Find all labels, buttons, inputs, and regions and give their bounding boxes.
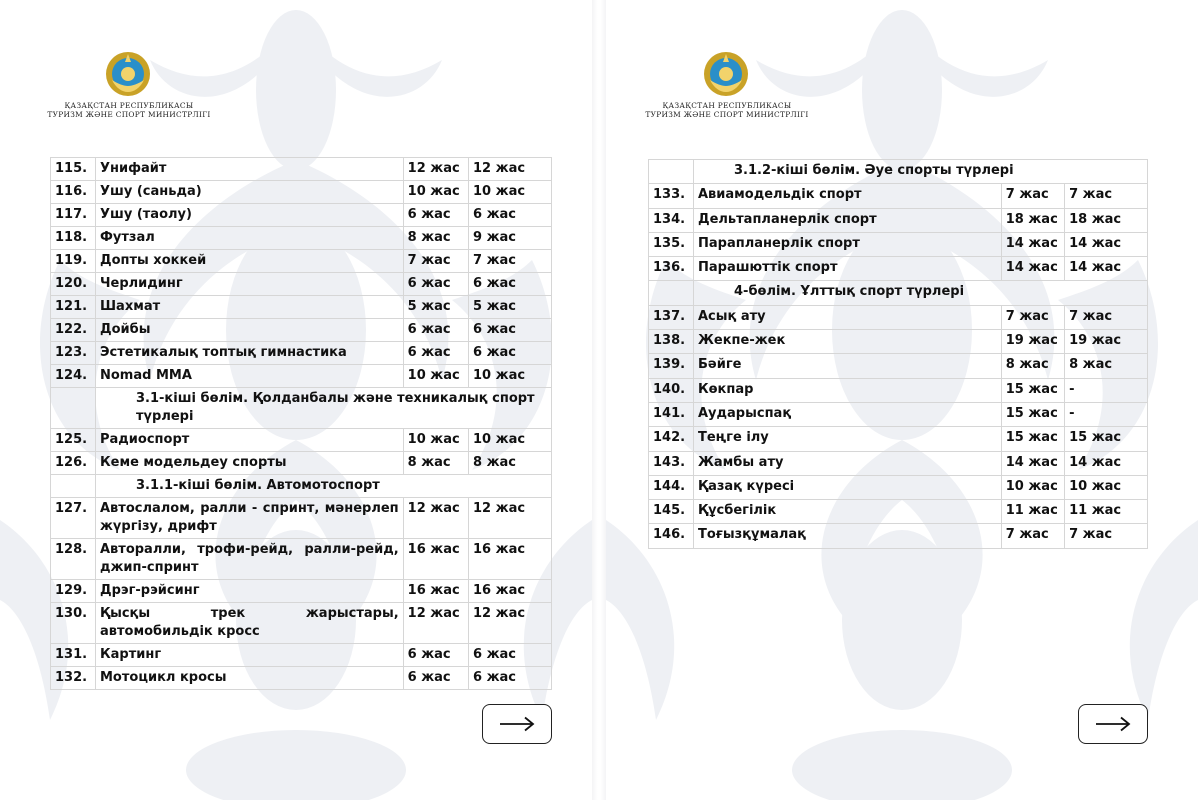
row-number: 129.	[51, 580, 96, 603]
table-row	[649, 378, 1148, 402]
row-number: 145.	[649, 500, 694, 524]
sport-name: Авторалли, трофи-рейд, ралли-рейд, джип-спринт	[96, 539, 404, 580]
empty-cell	[649, 160, 694, 184]
age-value: 16 жас	[403, 580, 468, 603]
age-value: 8 жас	[403, 452, 468, 475]
row-number: 123.	[51, 342, 96, 365]
table-row	[51, 539, 552, 580]
row-number: 131.	[51, 644, 96, 667]
sport-name: Авиамодельдік спорт	[694, 184, 1002, 208]
age-value: 10 жас	[403, 365, 468, 388]
age-value: 10 жас	[469, 365, 552, 388]
sport-name: Парашюттік спорт	[694, 257, 1002, 281]
age-value: 10 жас	[403, 181, 468, 204]
age-value: 12 жас	[469, 498, 552, 539]
age-value: 8 жас	[1001, 354, 1064, 378]
table-row	[51, 250, 552, 273]
age-value: 8 жас	[469, 452, 552, 475]
section-heading: 3.1-кіші бөлім. Қолданбалы және техникалық спорт түрлері	[96, 388, 552, 429]
sport-name: Унифайт	[96, 158, 404, 181]
age-value: 6 жас	[403, 644, 468, 667]
age-value: 11 жас	[1001, 500, 1064, 524]
table-row	[649, 475, 1148, 499]
sport-name: Ушу (саньда)	[96, 181, 404, 204]
age-value: 6 жас	[469, 342, 552, 365]
sport-name: Аударыспақ	[694, 402, 1002, 426]
row-number: 115.	[51, 158, 96, 181]
age-value: 7 жас	[1001, 524, 1064, 548]
sport-name: Дойбы	[96, 319, 404, 342]
age-value: 8 жас	[1065, 354, 1148, 378]
table-row	[649, 305, 1148, 329]
row-number: 143.	[649, 451, 694, 475]
row-number: 128.	[51, 539, 96, 580]
row-number: 138.	[649, 330, 694, 354]
age-value: 14 жас	[1065, 451, 1148, 475]
row-number: 144.	[649, 475, 694, 499]
sport-name: Эстетикалық топтық гимнастика	[96, 342, 404, 365]
sport-name: Кеме модельдеу спорты	[96, 452, 404, 475]
age-value: 7 жас	[469, 250, 552, 273]
age-value: 16 жас	[403, 539, 468, 580]
row-number: 142.	[649, 427, 694, 451]
row-number: 125.	[51, 429, 96, 452]
table-row	[51, 580, 552, 603]
age-value: 18 жас	[1001, 208, 1064, 232]
table-row	[51, 227, 552, 250]
sport-name: Құсбегілік	[694, 500, 1002, 524]
table-row	[649, 402, 1148, 426]
table-row	[51, 204, 552, 227]
age-value: 14 жас	[1065, 232, 1148, 256]
row-number: 126.	[51, 452, 96, 475]
table-row	[649, 500, 1148, 524]
age-value: 19 жас	[1065, 330, 1148, 354]
age-value: -	[1065, 402, 1148, 426]
age-value: 7 жас	[403, 250, 468, 273]
age-value: 6 жас	[469, 667, 552, 690]
age-value: 15 жас	[1001, 427, 1064, 451]
table-row	[649, 427, 1148, 451]
empty-cell	[51, 475, 96, 498]
table-row	[649, 232, 1148, 256]
age-value: 15 жас	[1065, 427, 1148, 451]
age-value: 19 жас	[1001, 330, 1064, 354]
ministry-line-2: ТУРИЗМ ЖӘНЕ СПОРТ МИНИСТРЛІГІ	[47, 110, 211, 119]
table-row	[51, 429, 552, 452]
age-value: 6 жас	[403, 319, 468, 342]
age-value: 6 жас	[469, 644, 552, 667]
sport-name: Бәйге	[694, 354, 1002, 378]
age-value: 6 жас	[469, 319, 552, 342]
sport-name: Парапланерлік спорт	[694, 232, 1002, 256]
row-number: 120.	[51, 273, 96, 296]
row-number: 137.	[649, 305, 694, 329]
table-row	[51, 603, 552, 644]
table-row	[51, 342, 552, 365]
table-row	[649, 524, 1148, 548]
table-row	[51, 181, 552, 204]
section-heading: 3.1.1-кіші бөлім. Автомотоспорт	[96, 475, 552, 498]
right-page	[606, 0, 1198, 800]
ministry-line-1: ҚАЗАҚСТАН РЕСПУБЛИКАСЫ	[64, 101, 194, 110]
row-number: 130.	[51, 603, 96, 644]
age-value: 7 жас	[1065, 184, 1148, 208]
row-number: 136.	[649, 257, 694, 281]
ministry-title	[642, 101, 812, 119]
ministry-title	[44, 101, 214, 119]
sport-name: Дельтапланерлік спорт	[694, 208, 1002, 232]
page-gutter	[592, 0, 606, 800]
row-number: 141.	[649, 402, 694, 426]
age-value: 10 жас	[469, 429, 552, 452]
age-value: 12 жас	[403, 603, 468, 644]
age-value: 10 жас	[1001, 475, 1064, 499]
sport-name: Автослалом, ралли - спринт, мәнерлеп жүргізу, дрифт	[96, 498, 404, 539]
age-value: 7 жас	[1001, 305, 1064, 329]
section-heading: 4-бөлім. Ұлттық спорт түрлері	[694, 281, 1148, 305]
age-value: 6 жас	[469, 273, 552, 296]
row-number: 135.	[649, 232, 694, 256]
age-value: 6 жас	[403, 273, 468, 296]
age-value: 18 жас	[1065, 208, 1148, 232]
next-page-button[interactable]	[482, 704, 552, 744]
sport-name: Мотоцикл кросы	[96, 667, 404, 690]
arrow-right-icon	[498, 716, 536, 732]
table-row	[51, 319, 552, 342]
row-number: 134.	[649, 208, 694, 232]
table-row	[51, 452, 552, 475]
sport-name: Жамбы ату	[694, 451, 1002, 475]
age-value: 10 жас	[1065, 475, 1148, 499]
ministry-line-1: ҚАЗАҚСТАН РЕСПУБЛИКАСЫ	[662, 101, 792, 110]
age-value: 6 жас	[403, 204, 468, 227]
empty-cell	[51, 388, 96, 429]
sport-name: Радиоспорт	[96, 429, 404, 452]
table-row	[51, 644, 552, 667]
sports-age-table	[648, 159, 1148, 549]
row-number: 118.	[51, 227, 96, 250]
age-value: 12 жас	[469, 158, 552, 181]
state-emblem-icon	[702, 50, 750, 98]
age-value: 9 жас	[469, 227, 552, 250]
age-value: 8 жас	[403, 227, 468, 250]
age-value: 6 жас	[403, 667, 468, 690]
sport-name: Допты хоккей	[96, 250, 404, 273]
ministry-line-2: ТУРИЗМ ЖӘНЕ СПОРТ МИНИСТРЛІГІ	[645, 110, 809, 119]
age-value: 5 жас	[469, 296, 552, 319]
age-value: 16 жас	[469, 580, 552, 603]
sport-name: Дрэг-рэйсинг	[96, 580, 404, 603]
section-heading-row	[51, 475, 552, 498]
age-value: 12 жас	[403, 498, 468, 539]
table-row	[51, 365, 552, 388]
table-row	[51, 158, 552, 181]
row-number: 117.	[51, 204, 96, 227]
table-row	[51, 667, 552, 690]
empty-cell	[649, 281, 694, 305]
table-row	[51, 296, 552, 319]
row-number: 139.	[649, 354, 694, 378]
age-value: 6 жас	[469, 204, 552, 227]
table-row	[649, 354, 1148, 378]
age-value: 6 жас	[403, 342, 468, 365]
age-value: 14 жас	[1001, 451, 1064, 475]
table-row	[649, 184, 1148, 208]
state-emblem-icon	[104, 50, 152, 98]
sport-name: Тоғызқұмалақ	[694, 524, 1002, 548]
row-number: 132.	[51, 667, 96, 690]
row-number: 116.	[51, 181, 96, 204]
row-number: 140.	[649, 378, 694, 402]
section-heading-row	[51, 388, 552, 429]
table-row	[51, 273, 552, 296]
age-value: 10 жас	[403, 429, 468, 452]
age-value: 14 жас	[1065, 257, 1148, 281]
table-row	[51, 498, 552, 539]
age-value: -	[1065, 378, 1148, 402]
age-value: 7 жас	[1001, 184, 1064, 208]
section-heading-row	[649, 160, 1148, 184]
row-number: 119.	[51, 250, 96, 273]
age-value: 12 жас	[403, 158, 468, 181]
sport-name: Қысқы трек жарыстары, автомобильдік кросс	[96, 603, 404, 644]
row-number: 127.	[51, 498, 96, 539]
sports-age-table	[50, 157, 552, 690]
age-value: 5 жас	[403, 296, 468, 319]
sport-name: Nomad MMA	[96, 365, 404, 388]
section-heading-row	[649, 281, 1148, 305]
sport-name: Шахмат	[96, 296, 404, 319]
sport-name: Жекпе-жек	[694, 330, 1002, 354]
sport-name: Картинг	[96, 644, 404, 667]
sport-name: Черлидинг	[96, 273, 404, 296]
age-value: 12 жас	[469, 603, 552, 644]
table-row	[649, 330, 1148, 354]
sport-name: Көкпар	[694, 378, 1002, 402]
row-number: 133.	[649, 184, 694, 208]
table-row	[649, 208, 1148, 232]
row-number: 146.	[649, 524, 694, 548]
age-value: 7 жас	[1065, 305, 1148, 329]
next-page-button[interactable]	[1078, 704, 1148, 744]
age-value: 14 жас	[1001, 232, 1064, 256]
age-value: 15 жас	[1001, 402, 1064, 426]
sport-name: Футзал	[96, 227, 404, 250]
sport-name: Ушу (таолу)	[96, 204, 404, 227]
sport-name: Асық ату	[694, 305, 1002, 329]
age-value: 15 жас	[1001, 378, 1064, 402]
row-number: 124.	[51, 365, 96, 388]
left-page	[0, 0, 592, 800]
table-row	[649, 451, 1148, 475]
table-row	[649, 257, 1148, 281]
age-value: 10 жас	[469, 181, 552, 204]
sport-name: Қазақ күресі	[694, 475, 1002, 499]
section-heading: 3.1.2-кіші бөлім. Әуе спорты түрлері	[694, 160, 1148, 184]
sport-name: Теңге ілу	[694, 427, 1002, 451]
age-value: 16 жас	[469, 539, 552, 580]
row-number: 121.	[51, 296, 96, 319]
row-number: 122.	[51, 319, 96, 342]
age-value: 11 жас	[1065, 500, 1148, 524]
age-value: 7 жас	[1065, 524, 1148, 548]
age-value: 14 жас	[1001, 257, 1064, 281]
arrow-right-icon	[1094, 716, 1132, 732]
